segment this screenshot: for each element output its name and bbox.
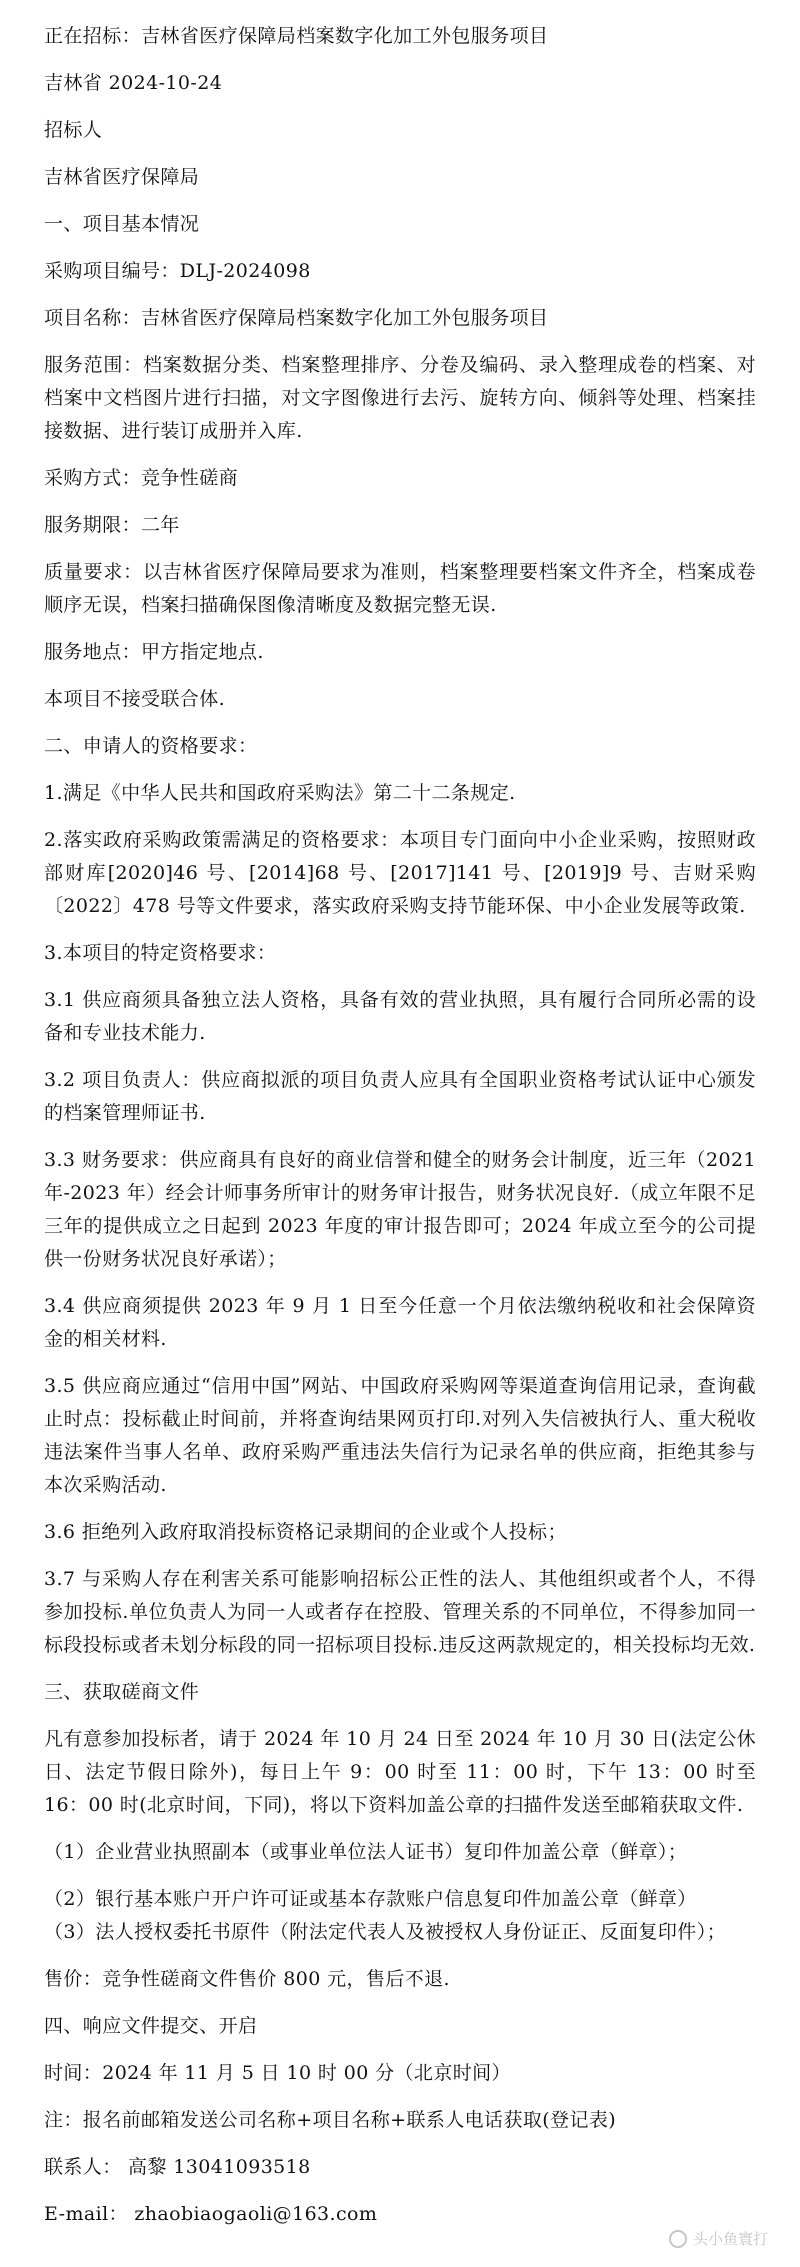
requirement-3-3: 3.3 财务要求：供应商具有良好的商业信誉和健全的财务会计制度，近三年（2021年-2023 年）经会计师事务所审计的财务审计报告，财务状况良好.（成立年限不足三年的提供成立之日起到 2023 年度的审计报告即可；2024 年成立至今的公司提供一份财务状况良好承诺）； (44, 1149, 756, 1270)
watermark (669, 2228, 768, 2249)
material-3: （3）法人授权委托书原件（附法定代表人及被授权人身份证正、反面复印件）； (44, 1921, 726, 1943)
service-period: 服务期限：二年 (44, 514, 180, 536)
region-date: 吉林省 2024-10-24 (44, 72, 223, 94)
notice-title: 正在招标：吉林省医疗保障局档案数字化加工外包服务项目 (44, 25, 549, 47)
project-name: 项目名称：吉林省医疗保障局档案数字化加工外包服务项目 (44, 307, 549, 329)
opening-time: 时间：2024 年 11 月 5 日 10 时 00 分（北京时间） (44, 2062, 511, 2084)
document-acquisition: 凡有意参加投标者，请于 2024 年 10 月 24 日至 2024 年 10 月 30 日(法定公休日、法定节假日除外)，每日上午 9：00 时至 11：00 时，下午 13：00 时至 16：00 时(北京时间，下同)，将以下资料加盖公章的扫描件发送至邮箱获取文件. (44, 1728, 756, 1816)
section-3-heading: 三、获取磋商文件 (44, 1681, 200, 1703)
procurement-method: 采购方式：竞争性磋商 (44, 467, 239, 489)
service-location: 服务地点：甲方指定地点. (44, 641, 264, 663)
material-1: （1）企业营业执照副本（或事业单位法人证书）复印件加盖公章（鲜章）； (44, 1841, 688, 1863)
requirement-3-4: 3.4 供应商须提供 2023 年 9 月 1 日至今任意一个月依法缴纳税收和社会保障资金的相关材料. (44, 1295, 756, 1350)
section-2-heading: 二、申请人的资格要求： (44, 735, 258, 757)
contact-email: E-mail： zhaobiaogaoli@163.com (44, 2203, 378, 2225)
service-scope: 服务范围：档案数据分类、档案整理排序、分卷及编码、录入整理成卷的档案、对档案中文档图片进行扫描，对文字图像进行去污、旋转方向、倾斜等处理、档案挂接数据、进行装订成册并入库. (44, 354, 756, 442)
requirement-2: 2.落实政府采购政策需满足的资格要求：本项目专门面向中小企业采购，按照财政部财库[2020]46 号、[2014]68 号、[2017]141 号、[2019]9 号、吉财采购〔2022〕478 号等文件要求，落实政府采购支持节能环保、中小企业发展等政策. (44, 829, 756, 917)
quality-requirement: 质量要求：以吉林省医疗保障局要求为准则，档案整理要档案文件齐全，档案成卷顺序无误，档案扫描确保图像清晰度及数据完整无误. (44, 561, 756, 616)
material-2: （2）银行基本账户开户许可证或基本存款账户信息复印件加盖公章（鲜章） (44, 1888, 697, 1910)
contact-person: 联系人： 高黎 13041093518 (44, 2156, 311, 2178)
requirement-3-2: 3.2 项目负责人：供应商拟派的项目负责人应具有全国职业资格考试认证中心颁发的档案管理师证书. (44, 1069, 756, 1124)
requirement-3-7: 3.7 与采购人存在利害关系可能影响招标公正性的法人、其他组织或者个人，不得参加投标.单位负责人为同一人或者存在控股、管理关系的不同单位，不得参加同一标段投标或者未划分标段的同一招标项目投标.违反这两款规定的，相关投标均无效. (44, 1568, 756, 1656)
requirement-3-5: 3.5 供应商应通过“信用中国”网站、中国政府采购网等渠道查询信用记录，查询截止时点：投标截止时间前，并将查询结果网页打印.对列入失信被执行人、重大税收违法案件当事人名单、政府采购严重违法失信行为记录名单的供应商，拒绝其参与本次采购活动. (44, 1375, 756, 1496)
document-price: 售价：竞争性磋商文件售价 800 元，售后不退. (44, 1968, 450, 1990)
tenderer-label: 招标人 (44, 119, 103, 141)
section-1-heading: 一、项目基本情况 (44, 213, 200, 235)
requirement-3-6: 3.6 拒绝列入政府取消投标资格记录期间的企业或个人投标； (44, 1521, 567, 1543)
no-consortium: 本项目不接受联合体. (44, 688, 226, 710)
project-number: 采购项目编号：DLJ-2024098 (44, 260, 311, 282)
requirement-3: 3.本项目的特定资格要求： (44, 942, 277, 964)
requirement-1: 1.满足《中华人民共和国政府采购法》第二十二条规定. (44, 782, 516, 804)
tenderer-name: 吉林省医疗保障局 (44, 166, 200, 188)
watermark-text: 头小鱼寰打 (692, 2230, 768, 2248)
requirement-3-1: 3.1 供应商须具备独立法人资格，具备有效的营业执照，具有履行合同所必需的设备和专业技术能力. (44, 989, 756, 1044)
section-4-heading: 四、响应文件提交、开启 (44, 2015, 258, 2037)
registration-note: 注：报名前邮箱发送公司名称+项目名称+联系人电话获取(登记表) (44, 2109, 617, 2131)
watermark-logo-icon (669, 2230, 687, 2248)
